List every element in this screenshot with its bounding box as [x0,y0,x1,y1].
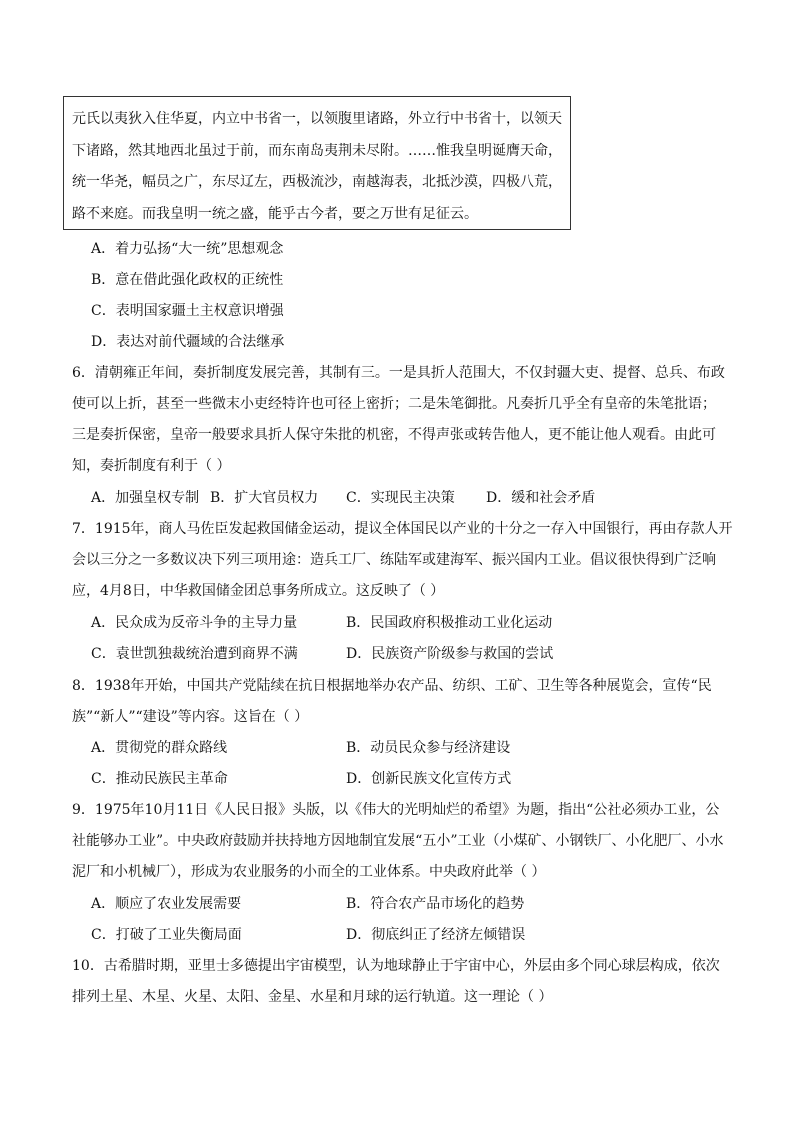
q5-option-b: B．意在借此强化政权的正统性 [91,272,284,288]
q7-option-b: B．民国政府积极推动工业化运动 [346,615,553,631]
quote-line: 路不来庭。而我皇明一统之盛，能乎古今者，要之万世有足征云。 [72,205,478,222]
q8-stem-line: 族”“新人”“建设”等内容。这旨在（ ） [72,709,309,725]
q7-stem-line: 7．1915年，商人马佐臣发起救国储金运动，提议全体国民以产业的十分之一存入中国银行，再由存款人开 [72,521,733,537]
quote-line: 元氏以夷狄入住华夏，内立中书省一，以领腹里诸路，外立行中书省十，以领天 [72,111,562,127]
quote-line: 统一华尧，幅员之广，东尽辽左，西极流沙，南越海表，北抵沙漠，四极八荒， [72,174,562,190]
q8-option-d: D．创新民族文化宣传方式 [346,771,512,787]
q7-option-a: A．民众成为反帝斗争的主导力量 [91,615,298,631]
quote-line: 下诸路，然其地西北虽过于前，而东南岛夷荆未尽附。……惟我皇明诞膺天命， [72,142,562,159]
q9-option-a: A．顺应了农业发展需要 [91,896,242,912]
q9-stem-line: 泥厂和小机械厂），形成为农业服务的小而全的工业体系。中央政府此举（ ） [72,864,546,880]
q9-stem-line: 社能够办工业”。中央政府鼓励并扶持地方因地制宜发展“五小”工业（小煤矿、小钢铁厂、小化肥厂、小水 [72,833,724,849]
q9-stem-line: 9．1975年10月11日《人民日报》头版，以《伟大的光明灿烂的希望》为题，指出“公社必须办工业，公 [72,802,720,818]
q8-option-b: B．动员民众参与经济建设 [346,740,511,756]
q7-option-d: D．民族资产阶级参与救国的尝试 [346,646,554,662]
q6-stem-line: 使可以上折，甚至一些微末小吏经特许也可径上密折；二是朱笔御批。凡奏折几乎全有皇帝的朱笔批语； [72,396,716,412]
q6-option-b: B．扩大官员权力 [210,490,319,506]
q6-option-c: C．实现民主决策 [346,490,455,506]
q7-stem-line: 应，4月8日，中华救国储金团总事务所成立。这反映了（ ） [72,583,445,599]
q8-option-a: A．贯彻党的群众路线 [91,740,228,756]
q6-option-d: D．缓和社会矛盾 [486,490,596,506]
q7-option-c: C．袁世凯独裁统治遭到商界不满 [91,646,298,662]
q5-option-a: A．着力弘扬“大一统”思想观念 [91,241,284,257]
q6-stem-line: 6．清朝雍正年间，奏折制度发展完善，其制有三。一是具折人范围大，不仅封疆大吏、提督、总兵、布政 [72,365,725,381]
q10-stem-line: 排列土星、木星、火星、太阳、金星、水星和月球的运行轨道。这一理论（ ） [72,989,553,1005]
q6-option-a: A．加强皇权专制 [91,490,200,506]
q6-stem-line: 知，奏折制度有利于（ ） [72,458,231,474]
quote-box [63,96,571,230]
q5-option-c: C．表明国家疆土主权意识增强 [91,303,284,319]
q10-stem-line: 10．古希腊时期，亚里士多德提出宇宙模型，认为地球静止于宇宙中心，外层由多个同心球层构成，依次 [72,958,720,974]
q9-option-c: C．打破了工业失衡局面 [91,927,242,943]
q8-stem-line: 8．1938年开始，中国共产党陆续在抗日根据地举办农产品、纺织、工矿、卫生等各种展览会，宣传“民 [72,678,712,694]
q5-option-d: D．表达对前代疆域的合法继承 [91,334,285,350]
q6-stem-line: 三是奏折保密，皇帝一般要求具折人保守朱批的机密，不得声张或转告他人，更不能让他人观看。由此可 [72,427,716,443]
q7-stem-line: 会以三分之一多数议决下列三项用途：造兵工厂、练陆军或建海军、振兴国内工业。倡议很快得到广泛响 [72,552,716,568]
q9-option-b: B．符合农产品市场化的趋势 [346,896,525,912]
q9-option-d: D．彻底纠正了经济左倾错误 [346,927,526,943]
q8-option-c: C．推动民族民主革命 [91,771,228,787]
